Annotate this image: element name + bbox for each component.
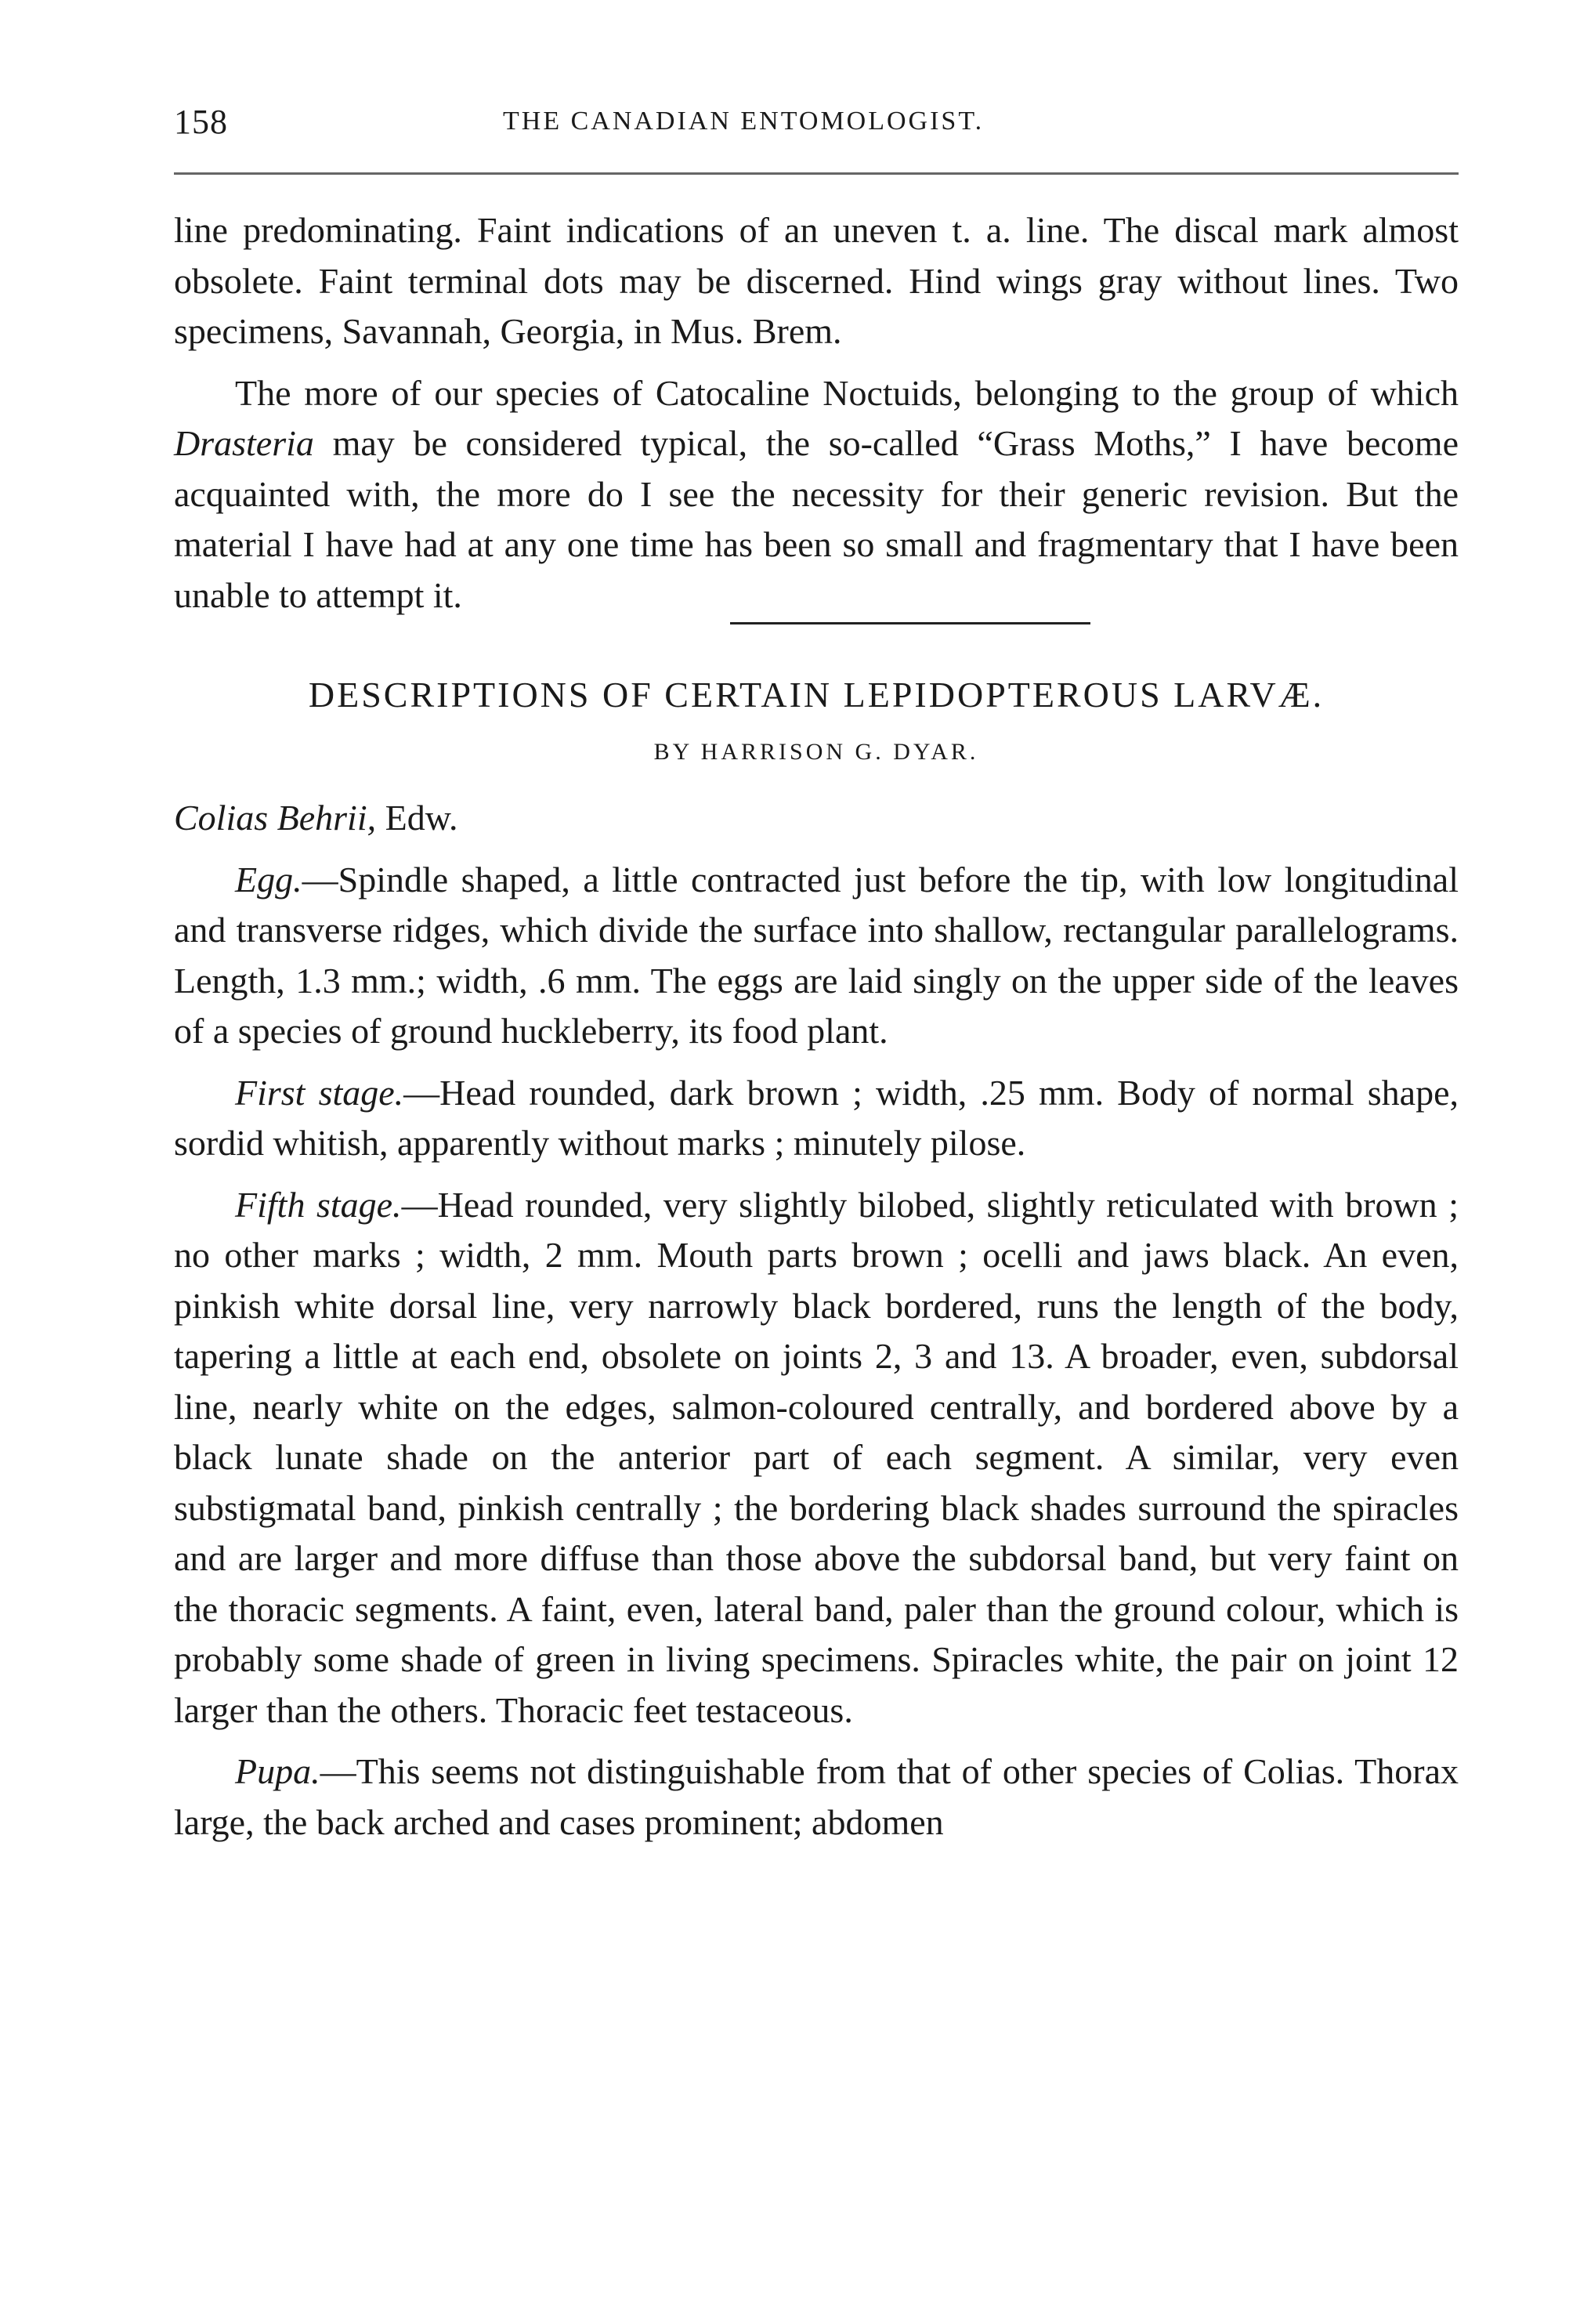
article-byline: BY HARRISON G. DYAR. <box>653 738 979 765</box>
genus-name: Drasteria <box>174 423 314 463</box>
egg-text: —Spindle shaped, a little contracted just before the tip, with low longitudinal and transverse ridges, which divide the surface into shallow, rectangular parallelograms. Length, 1.3 mm.; width, .6 mm. The eggs are laid singly on the upper side of the leaves of a species of ground huckleberry, its food plant. <box>174 859 1459 1051</box>
header-rule <box>174 172 1459 175</box>
fifth-stage-label: Fifth stage. <box>235 1184 402 1225</box>
first-stage-text: —Head rounded, dark brown ; width, .25 mm. Body of normal shape, sordid whitish, apparently without marks ; minutely pilose. <box>174 1072 1459 1163</box>
fifth-stage-paragraph <box>174 1180 1459 1736</box>
running-head <box>174 102 1459 149</box>
first-stage-paragraph <box>174 1068 1459 1169</box>
species-author: Edw. <box>376 798 458 838</box>
body-text <box>174 205 1459 1848</box>
pupa-label: Pupa. <box>235 1751 320 1791</box>
paragraph-text: may be considered typical, the so-called “Grass Moths,” I have become acquainted with, the more do I see the necessity for their generic revision. But the material I have had at any one time has been so small and fragmentary that I have been unable to attempt it. <box>174 423 1459 615</box>
species-name: Colias Behrii, <box>174 798 377 838</box>
paragraph-grass-moths <box>174 368 1459 621</box>
article-title: DESCRIPTIONS OF CERTAIN LEPIDOPTEROUS LARVÆ. <box>308 675 1325 715</box>
pupa-text: —This seems not distinguishable from that of other species of Colias. Thorax large, the back arched and cases prominent; abdomen <box>174 1751 1459 1842</box>
page-number: 158 <box>174 103 228 141</box>
paragraph-continued: line predominating. Faint indications of an uneven t. a. line. The discal mark almost obsolete. Faint terminal dots may be discerned. Hind wings gray without lines. Two specimens, Savannah, Georgia, in Mus. Brem. <box>174 210 1459 351</box>
journal-title: THE CANADIAN ENTOMOLOGIST. <box>503 107 985 136</box>
egg-label: Egg. <box>235 859 302 900</box>
species-heading <box>174 793 1459 844</box>
egg-paragraph <box>174 855 1459 1057</box>
section-divider <box>730 622 1090 624</box>
first-stage-label: First stage. <box>235 1072 404 1113</box>
pupa-paragraph <box>174 1747 1459 1848</box>
paragraph-text: The more of our species of Catocaline Noctuids, belonging to the group of which <box>235 372 1459 413</box>
fifth-stage-text: —Head rounded, very slightly bilobed, slightly reticulated with brown ; no other marks ; width, 2 mm. Mouth parts brown ; ocelli and jaws black. An even, pinkish white dorsal line, very narrowly black bordered, runs the length of the body, tapering a little at each end, obsolete on joints 2, 3 and 13. A broader, even, subdorsal line, nearly white on the edges, salmon-coloured centrally, and bordered above by a black lunate shade on the anterior part of each segment. A similar, very even substigmatal band, pinkish centrally ; the bordering black shades surround the spiracles and are larger and more diffuse than those above the subdorsal band, but very faint on the thoracic segments. A faint, even, lateral band, paler than the ground colour, which is probably some shade of green in living specimens. Spiracles white, the pair on joint 12 larger than the others. Thoracic feet testaceous. <box>174 1184 1459 1730</box>
